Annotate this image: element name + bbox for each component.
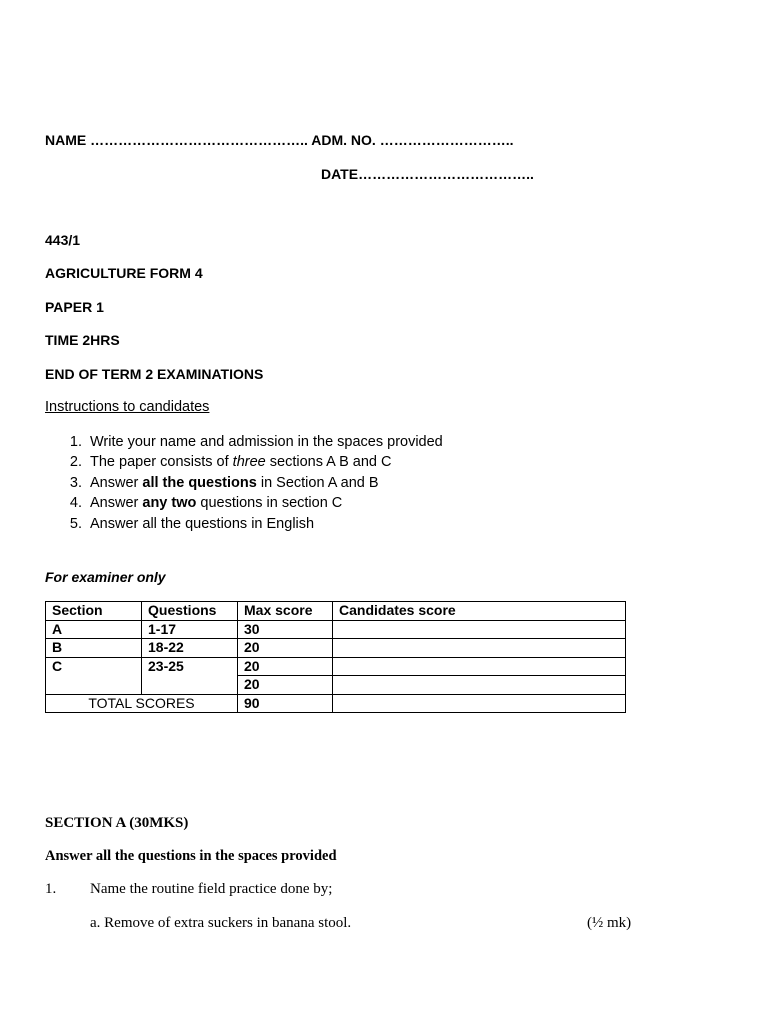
subject-title: AGRICULTURE FORM 4 — [45, 265, 203, 281]
instruction-text-part: questions in section C — [196, 495, 343, 512]
examiner-label: For examiner only — [45, 569, 166, 585]
paper-code: 443/1 — [45, 232, 81, 248]
instruction-text: Write your name and admission in the spaces provided — [90, 434, 443, 450]
time-allowed: TIME 2HRS — [45, 332, 120, 348]
cell-questions: 18-22 — [142, 639, 238, 658]
header-questions: Questions — [142, 602, 238, 621]
cell-candidate-score[interactable] — [333, 620, 626, 639]
exam-title: END OF TERM 2 EXAMINATIONS — [45, 366, 264, 382]
instruction-text-part: The paper consists of — [90, 454, 233, 471]
cell-questions: 23-25 — [142, 657, 238, 694]
instruction-text-part: in Section A and B — [256, 474, 379, 491]
instruction-item — [45, 473, 443, 493]
question-part-a: a. Remove of extra suckers in banana stool. — [90, 915, 352, 931]
instruction-strong: all the questions — [142, 474, 257, 491]
instruction-number: 3. — [69, 474, 82, 491]
header-section: Section — [46, 602, 142, 621]
cell-section: A — [46, 620, 142, 639]
cell-max: 20 — [238, 676, 333, 695]
instruction-text: Answer all the questions in English — [90, 515, 315, 532]
cell-section: C — [46, 657, 142, 694]
instruction-item — [45, 493, 443, 513]
cell-max: 20 — [238, 639, 333, 658]
instruction-text — [90, 493, 342, 513]
date-line: DATE……………………………….. — [321, 166, 534, 182]
total-candidate-score[interactable] — [333, 694, 626, 713]
total-scores-label: TOTAL SCORES — [46, 694, 238, 713]
header-max-score: Max score — [238, 602, 333, 621]
name-adm-line: NAME ……………………………………….. ADM. NO. ……………………….. — [45, 132, 514, 148]
instruction-text — [90, 452, 391, 472]
question-number: 1. — [45, 881, 57, 897]
instruction-strong: any two — [142, 495, 197, 512]
cell-questions: 1-17 — [142, 620, 238, 639]
instruction-text-part: Answer — [90, 495, 143, 512]
cell-candidate-score[interactable] — [333, 676, 626, 695]
instruction-item — [45, 432, 443, 452]
cell-section: B — [46, 639, 142, 658]
table-row — [46, 620, 626, 639]
table-total-row — [46, 694, 626, 713]
question-part-a-marks: (½ mk) — [587, 915, 632, 931]
cell-candidate-score[interactable] — [333, 639, 626, 658]
instruction-item — [45, 452, 443, 472]
cell-max: 20 — [238, 657, 333, 676]
cell-candidate-score[interactable] — [333, 657, 626, 676]
section-a-title: SECTION A (30MKS) — [45, 815, 189, 831]
instructions-list — [45, 432, 443, 534]
instruction-text-part: Answer — [90, 474, 143, 491]
section-a-instruction: Answer all the questions in the spaces provided — [45, 848, 337, 864]
paper-number: PAPER 1 — [45, 299, 104, 315]
instruction-text — [90, 473, 379, 493]
cell-max: 30 — [238, 620, 333, 639]
table-row — [46, 657, 626, 676]
instruction-text-part: sections A B and C — [265, 454, 392, 471]
instruction-number: 2. — [69, 454, 82, 471]
header-candidates-score: Candidates score — [333, 602, 626, 621]
instruction-number: 4. — [69, 495, 82, 512]
instructions-heading: Instructions to candidates — [45, 399, 210, 415]
examiner-score-table — [45, 601, 626, 713]
table-header-row — [46, 602, 626, 621]
total-max: 90 — [238, 694, 333, 713]
table-row — [46, 639, 626, 658]
instruction-item — [45, 514, 443, 534]
question-text: Name the routine field practice done by; — [90, 881, 333, 897]
instruction-number: 1. — [69, 434, 82, 450]
instruction-number: 5. — [69, 515, 82, 532]
instruction-emphasis: three — [232, 454, 266, 471]
